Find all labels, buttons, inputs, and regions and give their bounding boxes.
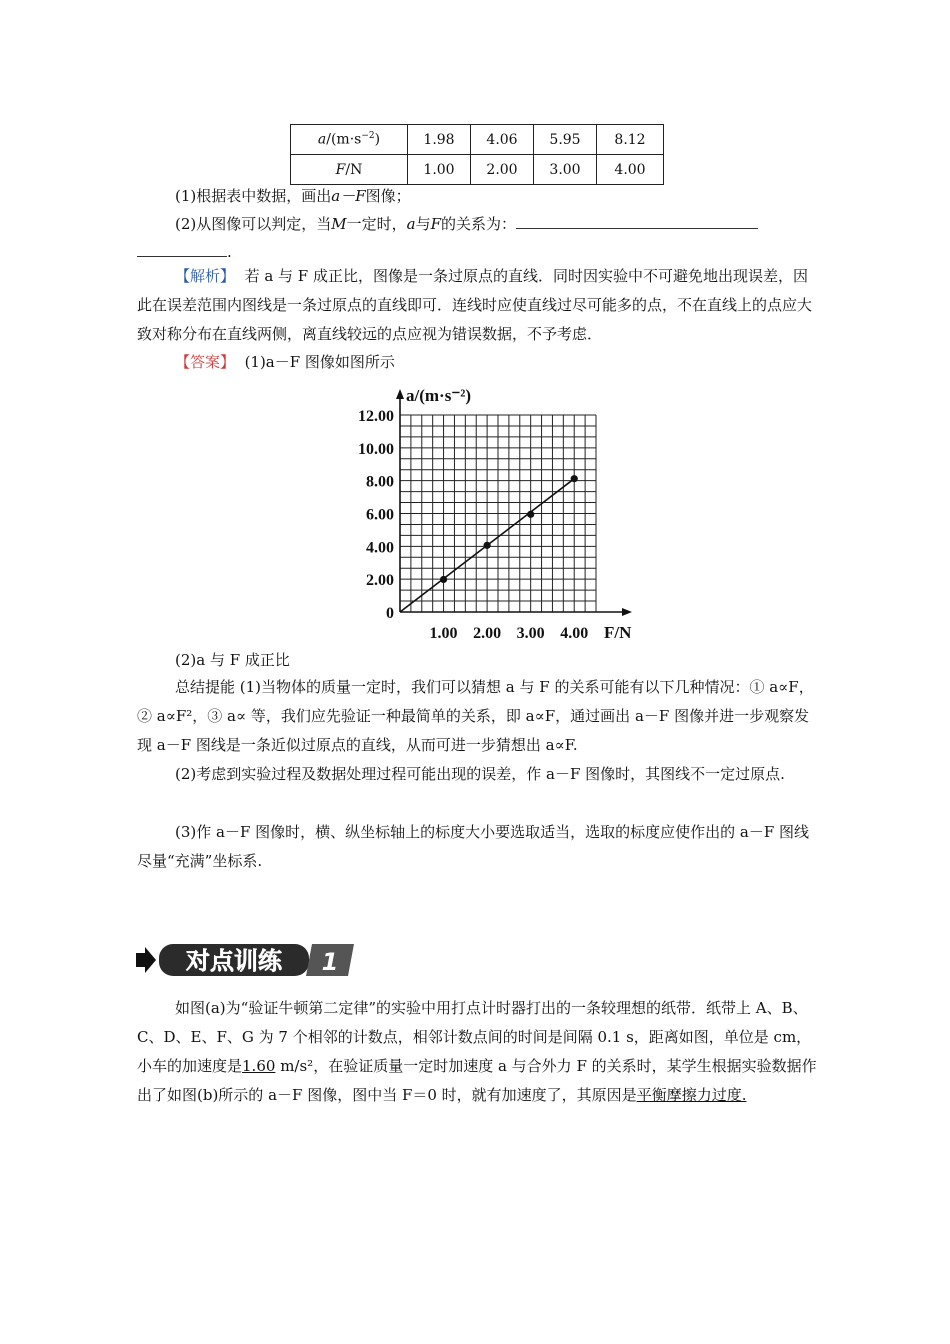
answer-blank (516, 214, 758, 229)
table-cell: 4.00 (597, 155, 664, 185)
banner-title: 对点训练 (186, 947, 282, 975)
y-tick-label: 2.00 (366, 572, 394, 590)
arrow-icon (136, 947, 156, 973)
x-tick-label: 3.00 (516, 625, 545, 642)
y-tick-label: 6.00 (366, 506, 394, 524)
data-point (484, 542, 491, 549)
table-cell: 3.00 (534, 155, 597, 185)
summary-p1: 总结提能 (1)当物体的质量一定时，我们可以猜想 a 与 F 的关系可能有以下几种情况：① a∝F，② a∝F²，③ a∝ 等，我们应先验证一种最简单的关系，即 a∝F，通过画出 a－F 图像并进一步观察发现 a－F 图线是一条近似过原点的直线，从而可进一步猜想出 a∝F. (137, 678, 814, 754)
table-cell: 5.95 (534, 125, 597, 155)
chart-grid (400, 415, 596, 612)
data-table (290, 124, 664, 185)
analysis-paragraph (137, 262, 817, 349)
x-tick-label: 4.00 (560, 625, 589, 642)
row-label-a: $a/(m\cdot s^{-2})$ (291, 125, 408, 155)
y-tick-label: 12.00 (358, 408, 394, 425)
a-f-chart (330, 380, 660, 642)
y-axis-arrow-icon (396, 389, 404, 399)
table-cell: 8.12 (597, 125, 664, 155)
answer-label: 【答案】 (175, 353, 236, 371)
table-cell: 4.06 (471, 125, 534, 155)
summary-p3: (3)作 a－F 图像时，横、纵坐标轴上的标度大小要选取适当，选取的标度应使作出的 a－F 图线尽量“充满”坐标系. (137, 823, 810, 870)
summary-p2: (2)考虑到实验过程及数据处理过程可能出现的误差，作 a－F 图像时，其图线不一定过原点. (175, 765, 785, 783)
reason-answer: 平衡摩擦力过度. (636, 1086, 747, 1104)
x-tick-label: 1.00 (429, 625, 458, 642)
data-point (527, 511, 534, 518)
x-axis-arrow-icon (622, 608, 632, 616)
analysis-label: 【解析】 (175, 267, 236, 285)
table-cell: 2.00 (471, 155, 534, 185)
row-label-f: F/N (291, 155, 408, 185)
table-row (291, 155, 664, 185)
question-2-tail: . (137, 242, 232, 261)
y-tick-label: 10.00 (358, 440, 394, 458)
answer-text-1: (1)a－F 图像如图所示 (244, 353, 395, 371)
data-point (440, 576, 447, 583)
answer-line (137, 348, 817, 377)
answer-text-2: (2)a 与 F 成正比 (175, 651, 290, 669)
table-cell: 1.98 (408, 125, 471, 155)
analysis-text: 若 a 与 F 成正比，图像是一条过原点的直线．同时因实验中不可避免地出现误差，因此在误差范围内图线是一条过原点的直线即可．连线时应使直线过尽可能多的点，不在直线上的点应大致对称分布在直线两侧，离直线较远的点应视为错误数据，不予考虑． (137, 267, 813, 343)
origin-label: 0 (386, 605, 394, 622)
acceleration-answer: 1.60 (242, 1057, 276, 1075)
question-2: (2)从图像可以判定，当M一定时，a与F的关系为： (175, 214, 758, 234)
y-axis-label: a/(m·s⁻²) (406, 386, 472, 405)
banner-number: 1 (321, 948, 339, 976)
y-tick-label: 8.00 (366, 473, 394, 491)
table-cell: 1.00 (408, 155, 471, 185)
data-point (571, 475, 578, 482)
training-banner (134, 942, 356, 978)
y-tick-label: 4.00 (366, 539, 394, 557)
training-paragraph: 如图(a)为“验证牛顿第二定律”的实验中用打点计时器打出的一条较理想的纸带．纸带上 A、B、C、D、E、F、G 为 7 个相邻的计数点，相邻计数点间的时间是间隔 0.1 s，距离如图，单位是 cm，小车的加速度是1.60 m/s²，在验证质量一定时加速度 a 与合外力 F 的关系时，某学生根据实验数据作出了如图(b)所示的 a－F 图像，图中当 F＝0 时，就有加速度了，其原因是平衡摩擦力过度. (137, 999, 817, 1104)
table-row (291, 125, 664, 155)
question-1: (1)根据表中数据，画出a－F图像； (175, 187, 411, 205)
x-axis-label: F/N (604, 623, 632, 642)
x-tick-label: 2.00 (473, 625, 502, 642)
